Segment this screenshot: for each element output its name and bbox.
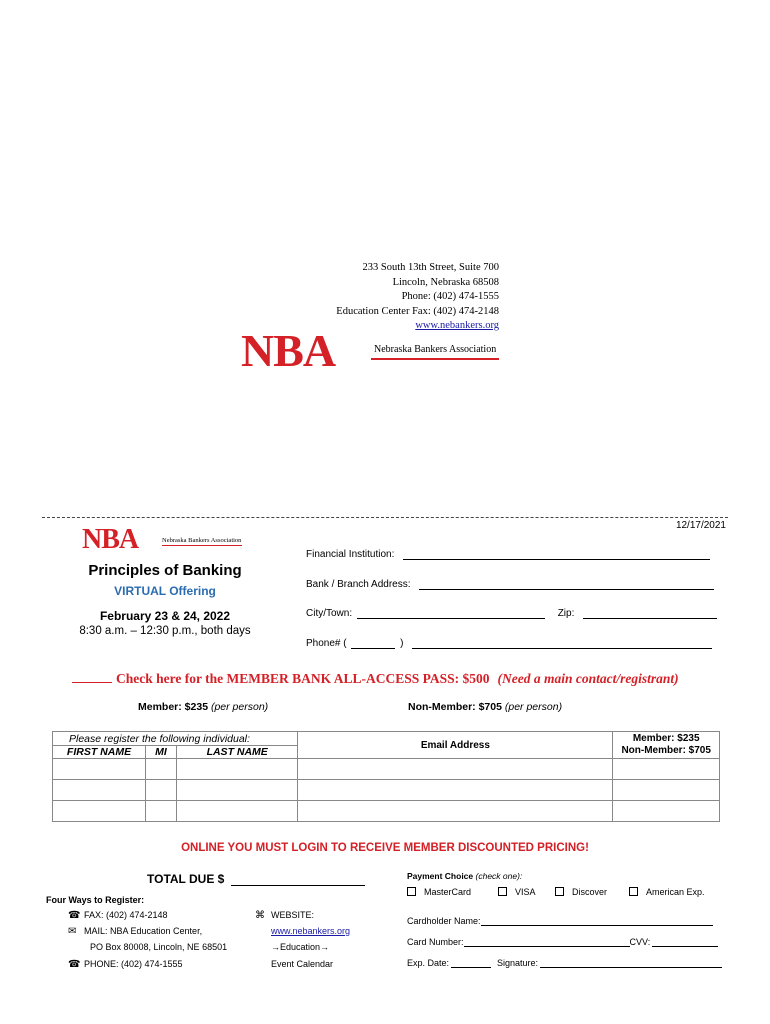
table-row — [53, 759, 720, 780]
branch-field[interactable] — [306, 579, 714, 590]
option-label: Discover — [572, 887, 608, 897]
option-visa[interactable] — [498, 887, 536, 897]
first-name-cell[interactable] — [53, 780, 146, 801]
card-number-label: Card Number: — [407, 937, 464, 947]
pass-check-line[interactable] — [72, 682, 112, 683]
phone-text: PHONE: (402) 474-1555 — [84, 959, 183, 969]
last-name-header: LAST NAME — [177, 745, 297, 758]
per-person: (per person) — [210, 701, 269, 713]
zip-label: Zip: — [557, 608, 575, 619]
city-field[interactable] — [306, 608, 717, 619]
website-link[interactable]: www.nebankers.org — [415, 320, 499, 331]
nonmember-price — [408, 701, 562, 713]
phone-line[interactable] — [412, 648, 712, 649]
email-cell[interactable] — [298, 780, 613, 801]
arrow-right-icon: → — [271, 942, 280, 952]
city-line[interactable] — [357, 618, 545, 619]
first-name-header: FIRST NAME — [53, 745, 146, 758]
phone-way — [68, 959, 183, 970]
last-name-cell[interactable] — [177, 780, 298, 801]
course-dates: February 23 & 24, 2022 — [99, 609, 231, 623]
education-path — [271, 942, 329, 952]
pass-note: (Need a main contact/registrant) — [497, 671, 679, 686]
course-times: 8:30 a.m. – 12:30 p.m., both days — [79, 625, 251, 637]
education-text: Education — [280, 942, 321, 952]
member-price — [138, 701, 268, 713]
cardholder-label: Cardholder Name: — [407, 916, 481, 926]
first-name-cell[interactable] — [53, 801, 146, 822]
last-name-cell[interactable] — [177, 801, 298, 822]
city-label: City/Town: — [306, 608, 353, 619]
nonmember-price-value: Non-Member: $705 — [408, 701, 502, 713]
total-label: TOTAL DUE $ — [147, 872, 225, 886]
branch-line[interactable] — [419, 589, 714, 590]
checkbox[interactable] — [629, 887, 638, 896]
phone-mid: ) — [400, 638, 404, 649]
option-label: MasterCard — [424, 887, 472, 897]
mail-address: PO Box 80008, Lincoln, NE 68501 — [90, 942, 228, 952]
fax-way — [68, 910, 168, 921]
mi-cell[interactable] — [146, 780, 177, 801]
checkbox[interactable] — [555, 887, 564, 896]
check-one: (check one): — [475, 871, 523, 881]
logo-mark: NBA — [82, 524, 139, 555]
price-member: Member: $235 — [632, 733, 700, 744]
name-header — [53, 732, 298, 759]
phone-field[interactable] — [306, 638, 712, 649]
course-offering: VIRTUAL Offering — [114, 584, 216, 598]
website-label: WEBSITE: — [271, 910, 315, 920]
cardholder-line[interactable] — [481, 925, 713, 926]
branch-label: Bank / Branch Address: — [306, 579, 411, 590]
website-way — [255, 910, 314, 921]
institution-line[interactable] — [403, 559, 710, 560]
area-code-line[interactable] — [351, 648, 395, 649]
email-cell[interactable] — [298, 759, 613, 780]
logo-rule — [371, 358, 499, 360]
course-info — [60, 562, 270, 637]
last-name-cell[interactable] — [177, 759, 298, 780]
first-name-cell[interactable] — [53, 759, 146, 780]
payment-title — [407, 871, 522, 881]
mi-cell[interactable] — [146, 801, 177, 822]
mail-icon: ✉ — [68, 926, 77, 937]
phone-icon: ☎ — [68, 959, 81, 970]
option-discover[interactable] — [555, 887, 607, 897]
ways-title: Four Ways to Register: — [46, 895, 145, 905]
price-nonmember: Non-Member: $705 — [621, 745, 711, 756]
table-row — [53, 801, 720, 822]
address-street: 233 South 13th Street, Suite 700 — [362, 262, 499, 273]
mi-cell[interactable] — [146, 759, 177, 780]
course-title: Principles of Banking — [88, 562, 242, 579]
exp-line[interactable] — [451, 967, 491, 968]
payment-title-text: Payment Choice — [407, 871, 474, 881]
mi-header: MI — [146, 745, 177, 758]
institution-field[interactable] — [306, 549, 710, 560]
phone-icon: ☎ — [68, 910, 81, 921]
option-amex[interactable] — [629, 887, 705, 897]
website-link-small[interactable]: www.nebankers.org — [271, 926, 351, 936]
price-cell[interactable] — [613, 759, 720, 780]
card-number-field[interactable] — [407, 937, 718, 947]
price-cell[interactable] — [613, 780, 720, 801]
logo-name: Nebraska Bankers Association — [162, 537, 242, 544]
exp-signature-field[interactable] — [407, 958, 722, 968]
address-city: Lincoln, Nebraska 68508 — [392, 276, 499, 288]
option-mastercard[interactable] — [407, 887, 471, 897]
total-due[interactable] — [147, 872, 365, 886]
zip-line[interactable] — [583, 618, 717, 619]
cvv-line[interactable] — [652, 946, 718, 947]
signature-line[interactable] — [540, 967, 722, 968]
address-fax: Education Center Fax: (402) 474-2148 — [336, 305, 499, 317]
logo-rule — [162, 545, 242, 546]
checkbox[interactable] — [407, 887, 416, 896]
logo-mark: NBA — [241, 325, 336, 376]
table-row — [53, 780, 720, 801]
per-person: (per person) — [504, 701, 563, 713]
form-date: 12/17/2021 — [675, 520, 726, 531]
nba-logo-small — [82, 524, 242, 558]
member-price-value: Member: $235 — [138, 701, 209, 713]
online-notice: ONLINE YOU MUST LOGIN TO RECEIVE MEMBER DISCOUNTED PRICING! — [181, 842, 589, 854]
cardholder-field[interactable] — [407, 916, 713, 926]
price-header — [613, 732, 720, 759]
total-line[interactable] — [231, 885, 365, 886]
arrow-right-icon: → — [320, 942, 330, 952]
email-cell[interactable] — [298, 801, 613, 822]
option-label: American Exp. — [646, 887, 705, 897]
register-instruction: Please register the following individual: — [69, 733, 250, 745]
event-calendar: Event Calendar — [271, 959, 334, 969]
mail-way — [68, 926, 202, 937]
address-block — [250, 261, 499, 334]
address-phone: Phone: (402) 474-1555 — [401, 291, 499, 302]
pass-label: Check here for the MEMBER BANK ALL-ACCESS PASS: $500 — [116, 671, 490, 686]
all-access-pass[interactable] — [72, 671, 679, 687]
signature-label: Signature: — [497, 958, 539, 968]
table-header — [53, 732, 720, 759]
globe-icon: ⌘ — [255, 910, 265, 921]
fax-text: FAX: (402) 474-2148 — [84, 910, 168, 920]
logo-name: Nebraska Bankers Association — [374, 344, 497, 355]
card-number-line[interactable] — [464, 946, 630, 947]
exp-label: Exp. Date: — [407, 958, 450, 968]
registration-table — [52, 731, 720, 822]
phone-prefix: Phone# ( — [306, 638, 347, 649]
checkbox[interactable] — [498, 887, 507, 896]
mail-text: MAIL: NBA Education Center, — [84, 926, 203, 936]
cut-line — [42, 517, 728, 518]
price-cell[interactable] — [613, 801, 720, 822]
cvv-label: CVV: — [629, 937, 651, 947]
email-header: Email Address — [298, 732, 613, 759]
institution-label: Financial Institution: — [306, 549, 395, 560]
option-label: VISA — [515, 887, 536, 897]
